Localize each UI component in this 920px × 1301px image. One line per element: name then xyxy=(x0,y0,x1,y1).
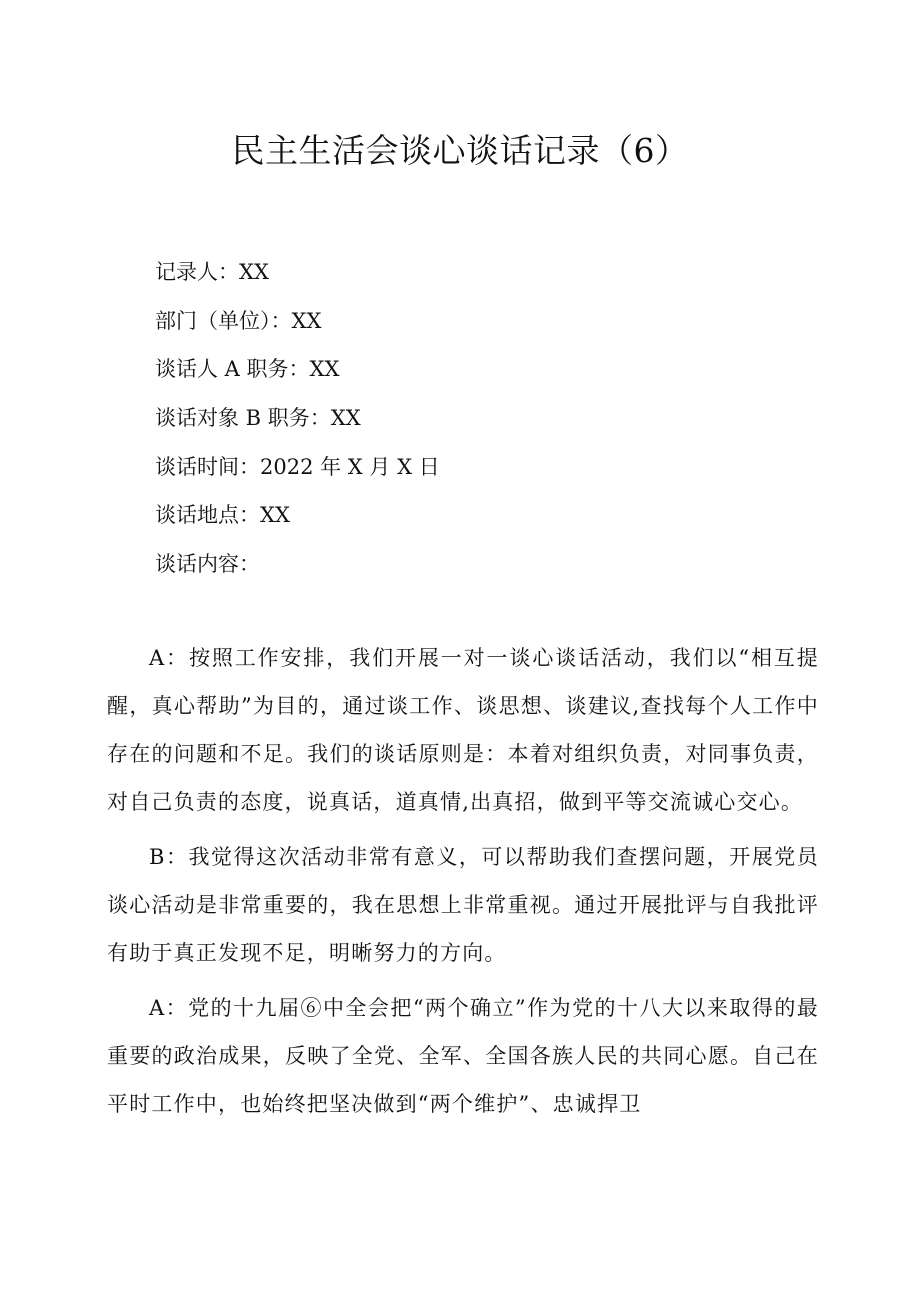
speaker-a-line: 谈话人 A 职务：XX xyxy=(155,357,340,382)
paragraph-b-1: B：我觉得这次活动非常有意义，可以帮助我们查摆问题，开展党员谈心活动是非常重要的，我在思想上非常重视。通过开展批评与自我批评有助于真正发现不足，明晰努力的方向。 xyxy=(107,845,819,965)
talk-time-line: 谈话时间：2022 年 X 月 X 日 xyxy=(155,454,440,479)
meeting-info-list xyxy=(155,250,440,591)
paragraph-a-2: A：党的十九届⑥中全会把“两个确立”作为党的十八大以来取得的最重要的政治成果，反映了全党、全军、全国各族人民的共同心愿。自己在平时工作中，也始终把坚决做到“两个维护”、忠诚捍卫 xyxy=(107,996,819,1116)
paragraph-a-1: A：按照工作安排，我们开展一对一谈心谈话活动，我们以“相互提醒，真心帮助”为目的，通过谈工作、谈思想、谈建议,查找每个人工作中存在的问题和不足。我们的谈话原则是：本着对组织负责，对同事负责，对自己负责的态度，说真话，道真情,出真招，做到平等交流诚心交心。 xyxy=(107,646,819,814)
talk-content-label: 谈话内容： xyxy=(155,552,260,577)
department-line: 部门（单位）：XX xyxy=(155,308,322,333)
recorder-line: 记录人：XX xyxy=(155,260,269,284)
speaker-b-line: 谈话对象 B 职务：XX xyxy=(155,406,361,431)
conversation-body xyxy=(107,634,819,1128)
talk-location-line: 谈话地点：XX xyxy=(155,503,290,528)
document-title: 民主生活会谈心谈话记录（6） xyxy=(231,131,689,170)
